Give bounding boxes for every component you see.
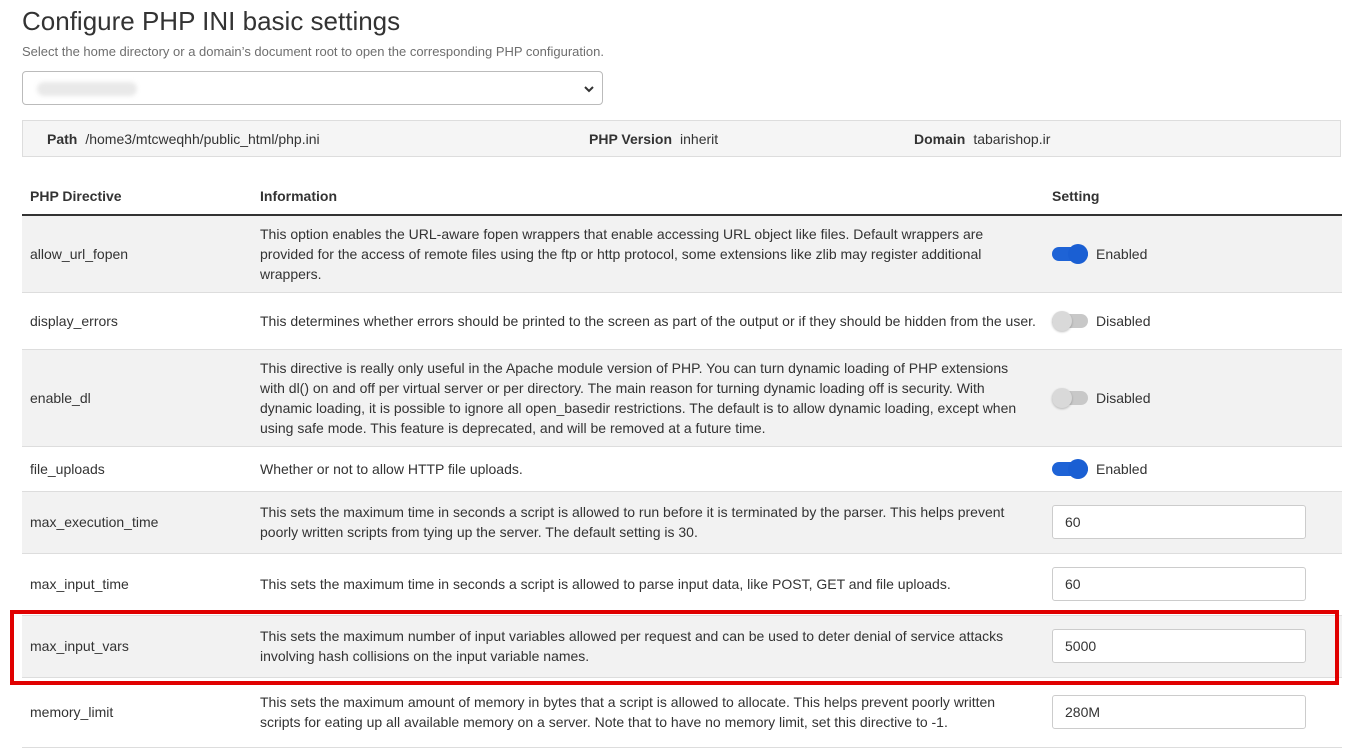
directive-name: allow_url_fopen: [22, 215, 252, 292]
setting-cell: [1044, 349, 1342, 446]
table-row-max-input-vars: [22, 615, 1342, 677]
directive-info: This option enables the URL-aware fopen wrappers that enable accessing URL object like files. Default wrappers are provided for the access of remote files using the ftp or http protocol, some extensions like zlib may register additional wrappers.: [252, 215, 1044, 292]
directive-info: This directive is really only useful in the Apache module version of PHP. You can turn dynamic loading of PHP extensions with dl() on and off per virtual server or per directory. The main reason for turning dynamic loading off is security. With dynamic loading, it is possible to ignore all open_basedir restrictions. The default is to allow dynamic loading, except when using safe mode. This feature is deprecated, and will be removed at a future time.: [252, 349, 1044, 446]
directive-info: This sets the maximum number of input variables allowed per request and can be used to deter denial of service attacks involving hash collisions on the input variable names.: [252, 615, 1044, 677]
table-row-display-errors: [22, 292, 1342, 349]
path-label: Path: [47, 131, 78, 147]
toggle-switch[interactable]: [1052, 247, 1088, 261]
toggle-switch[interactable]: [1052, 391, 1088, 405]
directive-info: This determines whether errors should be printed to the screen as part of the output or if they should be hidden from the user.: [252, 292, 1044, 349]
domain-label: Domain: [914, 131, 966, 147]
table-row-max-input-time: [22, 553, 1342, 615]
toggle-knob: [1068, 459, 1088, 479]
setting-cell: [1044, 553, 1342, 615]
toggle-wrapper: [1052, 244, 1334, 264]
page-subtitle: Select the home directory or a domain’s document root to open the corresponding PHP configuration.: [22, 44, 604, 59]
php-version-info: [589, 131, 718, 147]
directive-name: memory_limit: [22, 677, 252, 747]
directive-info: This sets the maximum amount of memory in bytes that a script is allowed to allocate. This helps prevent poorly written scripts for eating up all available memory on a server. Note that to have no memory limit, set this directive to -1.: [252, 677, 1044, 747]
max-input-vars-input[interactable]: [1052, 629, 1306, 663]
toggle-knob: [1052, 311, 1072, 331]
directive-name: max_execution_time: [22, 491, 252, 553]
header-php-directive: PHP Directive: [22, 178, 252, 215]
toggle-wrapper: [1052, 388, 1334, 408]
php-directives-table: [22, 178, 1342, 748]
setting-cell: [1044, 491, 1342, 553]
setting-cell: [1044, 292, 1342, 349]
header-setting: Setting: [1044, 178, 1342, 215]
directive-info: Whether or not to allow HTTP file uploads.: [252, 446, 1044, 491]
toggle-wrapper: [1052, 459, 1334, 479]
toggle-state-label: Enabled: [1096, 245, 1148, 262]
config-info-bar: [22, 120, 1341, 157]
toggle-knob: [1068, 244, 1088, 264]
directive-name: max_input_time: [22, 553, 252, 615]
path-info: [47, 131, 320, 147]
selected-domain-blurred: [37, 82, 137, 96]
memory-limit-input[interactable]: [1052, 695, 1306, 729]
domain-value: tabarishop.ir: [973, 131, 1051, 147]
php-version-value: inherit: [680, 131, 719, 147]
table-row-file-uploads: [22, 446, 1342, 491]
page-title: Configure PHP INI basic settings: [22, 6, 401, 36]
php-version-label: PHP Version: [589, 131, 673, 147]
table-header-row: [22, 178, 1342, 215]
directive-name: file_uploads: [22, 446, 252, 491]
toggle-state-label: Disabled: [1096, 312, 1151, 329]
table-row-enable-dl: [22, 349, 1342, 446]
toggle-state-label: Enabled: [1096, 460, 1148, 477]
domain-select[interactable]: [22, 71, 603, 105]
max-input-time-input[interactable]: [1052, 567, 1306, 601]
directive-name: max_input_vars: [22, 615, 252, 677]
toggle-state-label: Disabled: [1096, 389, 1151, 406]
toggle-wrapper: [1052, 311, 1334, 331]
header-information: Information: [252, 178, 1044, 215]
chevron-down-icon: [582, 82, 596, 96]
table-row-allow-url-fopen: [22, 215, 1342, 292]
setting-cell: [1044, 677, 1342, 747]
domain-info: [914, 131, 1050, 147]
setting-cell: [1044, 446, 1342, 491]
setting-cell: [1044, 215, 1342, 292]
toggle-knob: [1052, 388, 1072, 408]
path-value: /home3/mtcweqhh/public_html/php.ini: [85, 131, 320, 147]
toggle-switch[interactable]: [1052, 314, 1088, 328]
directive-info: This sets the maximum time in seconds a script is allowed to parse input data, like POST, GET and file uploads.: [252, 553, 1044, 615]
directive-info: This sets the maximum time in seconds a script is allowed to run before it is terminated by the parser. This helps prevent poorly written scripts from tying up the server. The default setting is 30.: [252, 491, 1044, 553]
directive-name: enable_dl: [22, 349, 252, 446]
directive-name: display_errors: [22, 292, 252, 349]
max-execution-time-input[interactable]: [1052, 505, 1306, 539]
table-row-max-execution-time: [22, 491, 1342, 553]
setting-cell: [1044, 615, 1342, 677]
table-row-memory-limit: [22, 677, 1342, 747]
toggle-switch[interactable]: [1052, 462, 1088, 476]
